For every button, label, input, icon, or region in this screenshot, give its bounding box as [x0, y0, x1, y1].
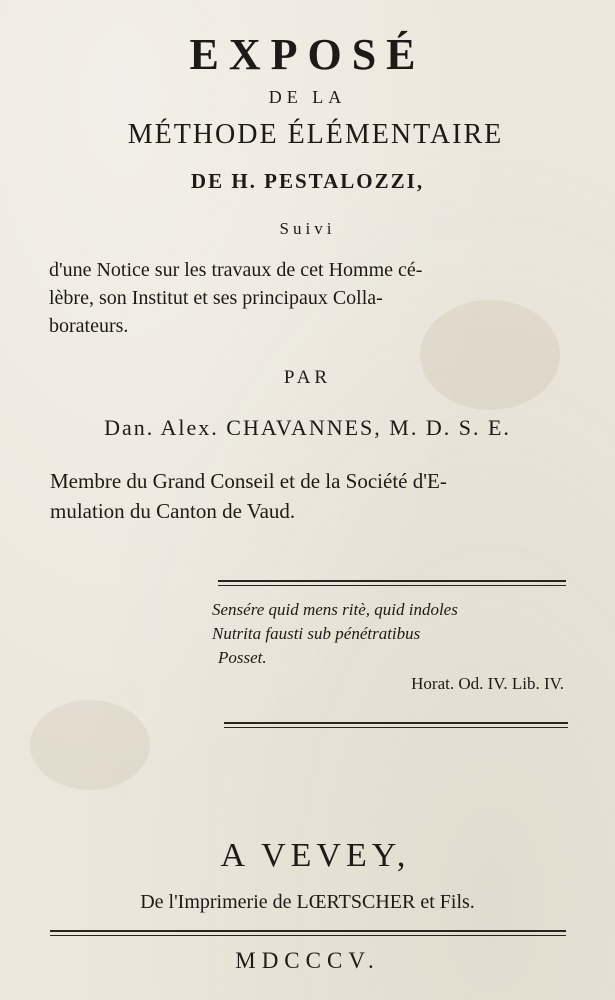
affiliation-line-2: mulation du Canton de Vaud.: [50, 499, 296, 523]
imprint-rule: [50, 930, 566, 932]
epigraph-top-rule-thin: [218, 585, 566, 586]
notice-line-1: d'une Notice sur les travaux de cet Homme cé-: [49, 259, 423, 281]
place-of-publication: A VEVEY,: [220, 837, 411, 874]
subtitle-suivi: Suivi: [279, 219, 336, 238]
paper-stain: [30, 700, 150, 790]
publication-date: MDCCCV.: [235, 948, 380, 973]
notice-paragraph: [49, 256, 567, 340]
notice-line-3: borateurs.: [49, 315, 129, 337]
title-methode-elementaire: MÉTHODE ÉLÉMENTAIRE: [127, 119, 504, 150]
notice-line-2: lèbre, son Institut et ses principaux Colla-: [49, 287, 383, 309]
par-label: PAR: [283, 367, 332, 388]
title-de-h-pestalozzi: DE H. PESTALOZZI,: [190, 169, 425, 193]
author-affiliation: [50, 466, 568, 526]
title-de-la: DE LA: [268, 87, 347, 107]
epigraph-line-3: Posset.: [218, 648, 267, 667]
title-expose: EXPOSÉ: [189, 30, 426, 79]
epigraph-bottom-rule-thin: [224, 727, 568, 728]
author-line: Dan. Alex. CHAVANNES, M. D. S. E.: [104, 415, 511, 440]
epigraph-line-2: Nutrita fausti sub pénétratibus: [212, 624, 421, 643]
epigraph: [212, 598, 572, 696]
printer-line: De l'Imprimerie de LŒRTSCHER et Fils.: [140, 891, 475, 913]
epigraph-bottom-rule: [224, 722, 568, 724]
epigraph-source: Horat. Od. IV. Lib. IV.: [411, 674, 564, 693]
epigraph-line-1: Sensére quid mens ritè, quid indoles: [212, 600, 458, 619]
imprint-rule-thin: [50, 935, 566, 936]
affiliation-line-1: Membre du Grand Conseil et de la Société d'E-: [50, 469, 447, 493]
epigraph-top-rule: [218, 580, 566, 582]
